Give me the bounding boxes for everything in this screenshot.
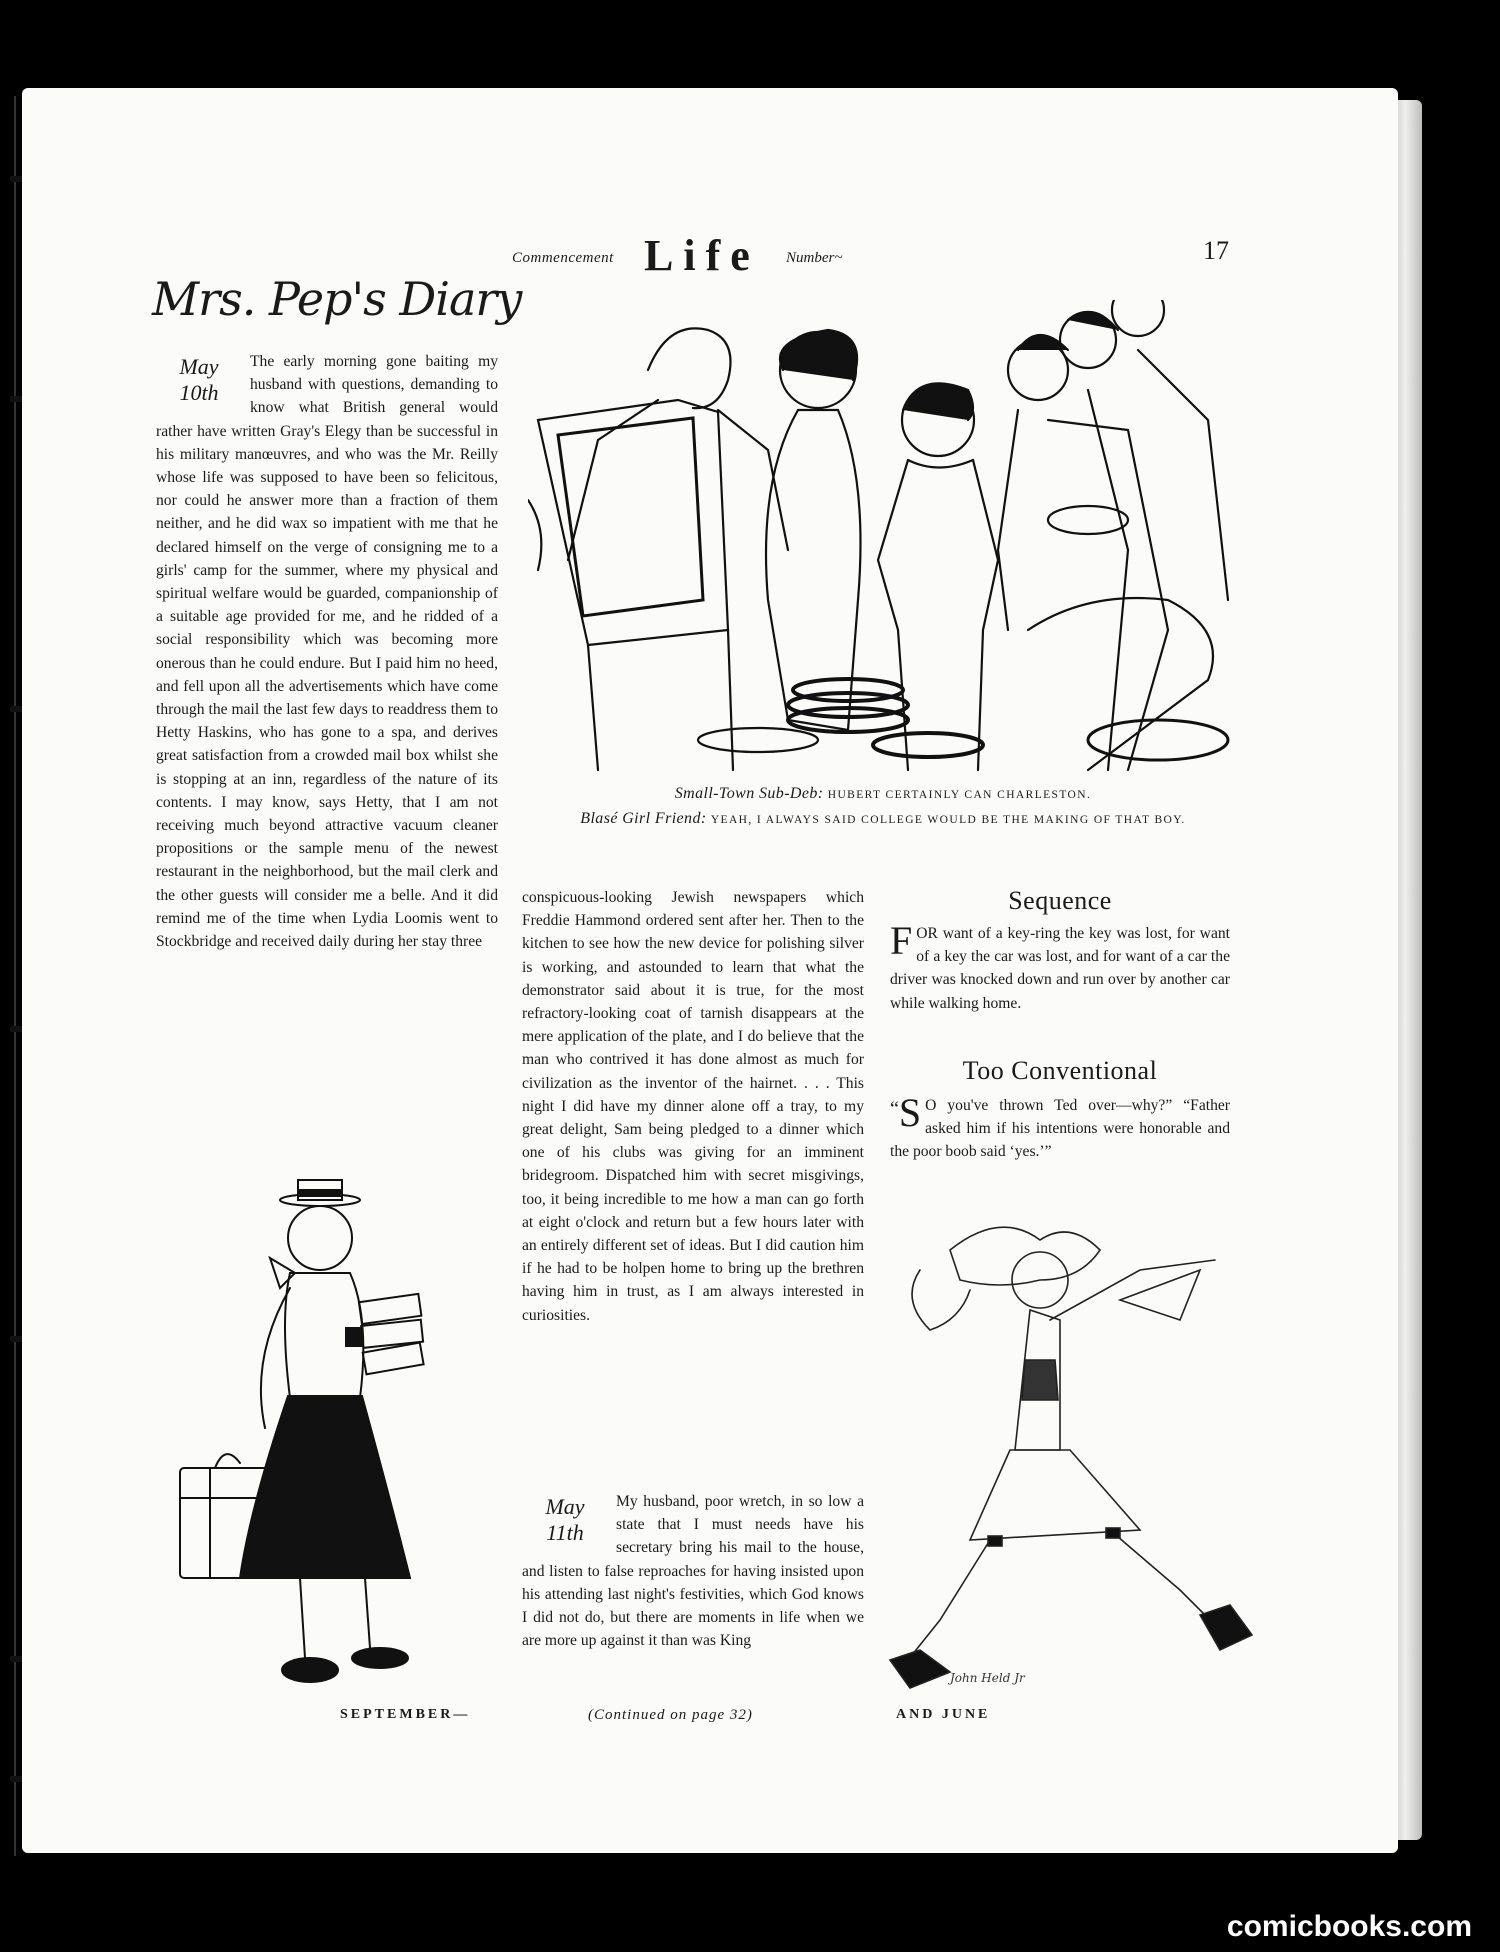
too-conventional-text-block — [890, 1090, 1230, 1164]
continued-note: (Continued on page 32) — [588, 1707, 753, 1723]
header-post: Number~ — [786, 250, 843, 266]
too-conventional-open-quote: “ — [890, 1098, 899, 1120]
september-girl-illustration — [170, 1178, 470, 1708]
diary-column-2 — [522, 886, 864, 1327]
caption-speaker-1: Small-Town Sub-Deb: — [674, 785, 824, 802]
diary-entry-2 — [522, 1490, 864, 1652]
too-conventional-title: Too Conventional — [962, 1056, 1158, 1085]
sequence-text: OR want of a key-ring the key was lost, for want of a key the car was lost, and for want of a car the driver was knocked down and run over by another car while walking home. — [890, 925, 1230, 1012]
entry1-date — [156, 354, 242, 406]
entry2-date-month: May — [545, 1494, 585, 1519]
caption-speaker-2: Blasé Girl Friend: — [580, 810, 707, 827]
life-logo: Life — [644, 231, 760, 280]
cartoon-caption — [528, 782, 1238, 832]
entry1-date-day: 10th — [179, 380, 219, 405]
page-binding — [10, 96, 20, 1856]
june-flapper-illustration — [880, 1210, 1330, 1710]
comicbooks-watermark: comicbooks.com — [1226, 1910, 1472, 1943]
caption-line-2: YEAH, I ALWAYS SAID COLLEGE WOULD BE THE MAKING OF THAT BOY. — [710, 814, 1186, 826]
caption-line-1: HUBERT CERTAINLY CAN CHARLESTON. — [827, 789, 1092, 801]
entry2-date — [522, 1494, 608, 1546]
diary-title: Mrs. Pep's Diary — [152, 272, 522, 326]
artist-signature: John Held Jr — [950, 1671, 1025, 1685]
entry1-date-month: May — [179, 354, 219, 379]
entry1-text-part1: The early morning gone baiting my husband with questions, demanding to know what British general would rather have written Gray's Elegy than be successful in his military manœuvres, and who was the Mr. Reilly whose life was supposed to have been so felicitous, nor could he answer more than a fraction of them neither, and he did wax so impatient with me that he declared himself on the verge of consigning me to a girls' camp for the summer, where my physical and spiritual welfare would be guarded, companionship of a suitable age provided for me, and he ridded of a social responsibility which was becoming more onerous than he could endure. But I paid him no heed, and fell upon all the advertisements which have come through the mail the last few days to readdress them to Hetty Haskins, who has gone to a spa, and derives great satisfaction from a crowded mail box whilst she is stopping at an inn, regardless of the nature of its contents. I may know, says Hetty, that I am not receiving much beyond attractive vacuum cleaner propositions or the sample menu of the newest restaurant in the neighborhood, but the mail clerk and the other guests will consider me a belle. And it did remind me of the time when Lydia Loomis went to Stockbridge and received daily during her stay three — [156, 353, 498, 951]
sequence-title: Sequence — [1008, 886, 1112, 915]
header-pre: Commencement — [512, 250, 614, 266]
sequence-text-block — [890, 918, 1230, 1015]
sequence-dropcap: F — [890, 918, 913, 963]
too-conventional-text: O you've thrown Ted over—why?” “Father asked him if his intentions were honorable and the poor boob said ‘yes.’” — [890, 1097, 1230, 1161]
entry1-text-part2: conspicuous-looking Jewish newspapers which Freddie Hammond ordered sent after her. Then to the kitchen to see how the new device for polishing silver is working, and astounded to learn that what the demonstrator said about it is true, for the most refractory-looking coat of tarnish disappears at the mere application of the plate, and I do believe that the man who contrived it has done almost as much for civilization as the inventor of the hairnet. . . . This night I did have my dinner alone off a tray, to my great delight, Sam being pledged to a dinner which one of his clubs was giving for an imminent bridegroom. Dispatched him with secret misgivings, too, it being incredible to me how a man can go forth at eight o'clock and return but a few hours later with an entirely different set of ideas. But I did caution him if he had to be holpen home to bring up the brethren having him in trust, as I am always interested in curiosities. — [522, 889, 864, 1324]
page-number: 17 — [1203, 236, 1229, 265]
too-conventional-dropcap: S — [898, 1090, 922, 1135]
party-cartoon-illustration — [528, 300, 1238, 780]
september-label: SEPTEMBER— — [340, 1707, 471, 1722]
running-header — [512, 231, 1292, 286]
and-june-label: AND JUNE — [896, 1707, 991, 1722]
entry2-date-day: 11th — [546, 1520, 584, 1545]
entry2-text: My husband, poor wretch, in so low a state that I must needs have his secretary bring his mail to the house, and listen to false reproaches for having insisted upon his attending last night's festivities, which God knows I did not do, but there are moments in life when we are more up against it than was King — [522, 1493, 864, 1650]
diary-column-1 — [156, 350, 498, 953]
